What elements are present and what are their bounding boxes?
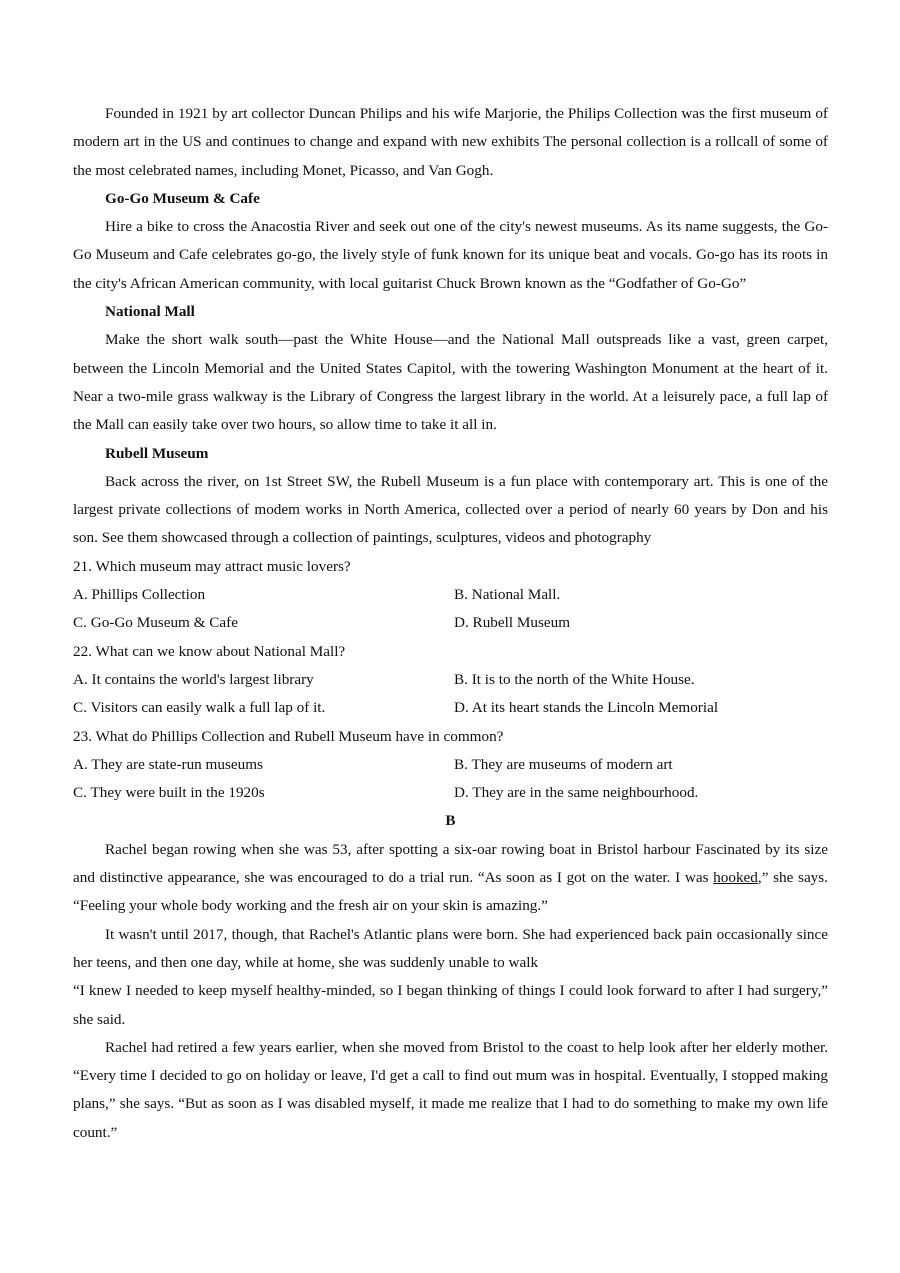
question-21-option-b: B. National Mall. — [454, 586, 561, 604]
hooked-underlined-word: hooked — [713, 869, 758, 887]
question-22-option-b: B. It is to the north of the White House. — [454, 670, 695, 688]
phillips-paragraph: Founded in 1921 by art collector Duncan Philips and his wife Marjorie, the Philips Collection was the first museum of modern art in the US and continues to change and expand with new exhibits The personal collection is a rollcall of some of the most celebrated names, including Monet, Picasso, and Van Gogh. — [73, 105, 828, 179]
rachel-paragraph-2: It wasn't until 2017, though, that Rachel's Atlantic plans were born. She had experienced back pain occasionally since her teens, and then one day, while at home, she was suddenly unable to walk — [73, 925, 828, 971]
question-23-option-c: C. They were built in the 1920s — [73, 784, 265, 802]
question-23-option-a: A. They are state-run museums — [73, 755, 263, 773]
question-22-option-c: C. Visitors can easily walk a full lap of it. — [73, 699, 326, 717]
question-23-option-d: D. They are in the same neighbourhood. — [454, 784, 699, 802]
gogo-heading: Go-Go Museum & Cafe — [105, 189, 260, 207]
mall-paragraph: Make the short walk south—past the White House—and the National Mall outspreads like a vast, green carpet, between the Lincoln Memorial and the United States Capitol, with the towering Washington Monument at the heart of it. Near a two-mile grass walkway is the Library of Congress the largest library in the world. At a leisurely pace, a full lap of the Mall can easily take over two hours, so allow time to take it all in. — [73, 331, 828, 434]
mall-heading: National Mall — [105, 303, 195, 321]
question-22-options-row-2 — [73, 694, 828, 722]
document-page — [73, 100, 828, 1147]
question-23-option-b: B. They are museums of modern art — [454, 755, 673, 773]
question-23-stem: 23. What do Phillips Collection and Rubell Museum have in common? — [73, 727, 504, 745]
question-21-options-row-2 — [73, 609, 828, 637]
rachel-p1-after: ,” she says. “Feeling your whole body working and the fresh air on your skin is amazing.” — [73, 869, 828, 915]
rubell-paragraph: Back across the river, on 1st Street SW, the Rubell Museum is a fun place with contemporary art. This is one of the largest private collections of modem works in North America, collected over a period of nearly 60 years by Don and his son. See them showcased through a collection of paintings, sculptures, videos and photography — [73, 472, 828, 547]
question-22-options-row-1 — [73, 666, 828, 694]
question-23-options-row-1 — [73, 751, 828, 779]
gogo-paragraph: Hire a bike to cross the Anacostia River and seek out one of the city's newest museums. As its name suggests, the Go-Go Museum and Cafe celebrates go-go, the lively style of funk known for its unique beat and vocals. Go-go has its roots in the city's African American community, with local guitarist Chuck Brown known as the “Godfather of Go-Go” — [73, 218, 828, 292]
rachel-paragraph-3: “I knew I needed to keep myself healthy-minded, so I began thinking of things I could look forward to after I had surgery,” she said. — [73, 982, 828, 1028]
question-21-option-c: C. Go-Go Museum & Cafe — [73, 614, 238, 632]
rachel-p1-before: Rachel began rowing when she was 53, after spotting a six-oar rowing boat in Bristol harbour Fascinated by its size and distinctive appearance, she was encouraged to do a trial run. “As soon as I got on the water. I was — [73, 840, 828, 887]
rachel-paragraph-1 — [73, 836, 828, 921]
question-21-option-a: A. Phillips Collection — [73, 586, 206, 604]
question-22-stem: 22. What can we know about National Mall? — [73, 642, 346, 660]
question-21-options-row-1 — [73, 581, 828, 609]
question-22-option-a: A. It contains the world's largest library — [73, 670, 314, 688]
question-21-stem: 21. Which museum may attract music lovers? — [73, 557, 351, 575]
section-b-label: B — [445, 812, 456, 830]
question-23-options-row-2 — [73, 779, 828, 807]
question-21-option-d: D. Rubell Museum — [454, 614, 571, 632]
rachel-paragraph-4: Rachel had retired a few years earlier, when she moved from Bristol to the coast to help look after her elderly mother. “Every time I decided to go on holiday or leave, I'd get a call to find out mum was in hospital. Eventually, I stopped making plans,” she says. “But as soon as I was disabled myself, it made me realize that I had to do something to make my own life count.” — [73, 1038, 828, 1141]
rubell-heading: Rubell Museum — [105, 444, 209, 462]
question-22-option-d: D. At its heart stands the Lincoln Memorial — [454, 699, 719, 717]
